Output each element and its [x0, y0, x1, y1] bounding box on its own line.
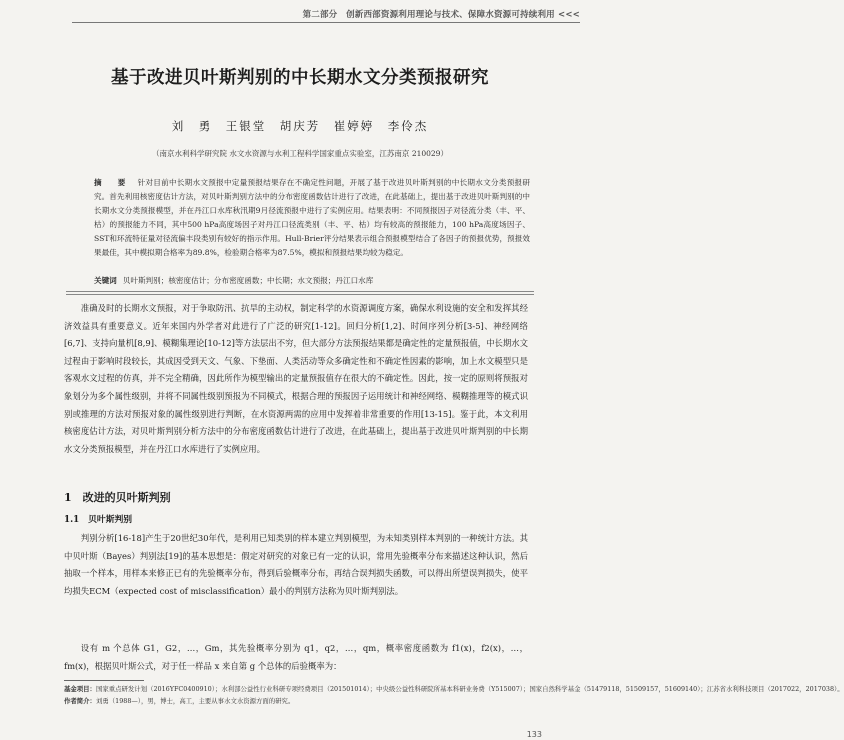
- footnotes: [64, 684, 844, 707]
- section-heading: 1 改进的贝叶斯判别: [64, 491, 171, 504]
- funding-label: 基金项目：: [64, 685, 96, 693]
- abstract-text: 针对目前中长期水文预报中定量预报结果存在不确定性问题，开展了基于改进贝叶斯判别的中长期水文分类预报研究。首先利用核密度估计方法，对贝叶斯判别方法中的分布密度函数估计进行了改进，在此基础上，提出基于改进贝叶斯判别的中长期水文分类预报模型，并在丹江口水库秋汛期9月径流预报中进行了实例应用。结果表明：不同预报因子对径流分类（丰、平、枯）的预报能力不同，其中500 hPa高度场因子对丹江口径流类别（丰、平、枯）均有较高的预报能力，100 hPa高度场因子、SST和环流特征量对径流偏丰段类别有较好的指示作用。Hull-Brier评分结果表示组合预报模型结合了各因子的预报优势，预报效果最佳，其中模拟期合格率为89.8%，检验期合格率为87.5%，模拟和预报结果均较为稳定。: [94, 178, 530, 258]
- author-bio-text: 刘勇（1988—），男，博士，高工，主要从事水文水资源方面的研究。: [95, 696, 295, 705]
- author-list: 刘 勇 王银堂 胡庆芳 崔婷婷 李伶杰: [171, 119, 429, 133]
- author-bio-label: 作者简介：: [64, 696, 96, 705]
- footnote-rule: [64, 680, 144, 681]
- separator-rule: [66, 294, 534, 295]
- page-number: 133: [526, 730, 542, 739]
- body-paragraph: 设有 m 个总体 G1，G2，…，Gm，其先验概率分别为 q1，q2，…，qm，概率密度函数为 f1(x)，f2(x)，…，fm(x)，根据贝叶斯公式，对于任一样品 x 来自第 g 个总体的后验概率为：: [64, 643, 528, 671]
- keywords-text: 贝叶斯判别；核密度估计；分布密度函数；中长期；水文预报；丹江口水库: [122, 276, 374, 285]
- abstract-label: 摘 要: [94, 178, 130, 187]
- introduction-paragraph: 准确及时的长期水文预报，对于争取防汛、抗旱的主动权，制定科学的水资源调度方案，确保水利设施的安全和发挥其经济效益具有重要意义。近年来国内外学者对此进行了广泛的研究[1-12]。回归分析[1,2]、时间序列分析[3-5]、神经网络[6,7]、支持向量机[8,9]、模糊集理论[10-12]等方法层出不穷，但大部分方法预报结果都是确定性的定量预报值，中长期水文过程由于影响时段较长，其成因受到天文、气象、下垫面、人类活动等众多确定性和不确定性因素的影响，加上水文模型只是客观水文过程的仿真，并不完全精确，因此所作为模型输出的定量预报值存在很大的不确定性。因此，按一定的原则将预报对象划分为多个属性级别，并将不同属性级别预报为不同模式，根据合理的预报因子运用统计和神经网络、模糊推理等的模式识别或推理的方法对预报对象的属性级别进行判断，在水资源两需的应用中发挥着非常重要的作用[13-15]。鉴于此，本文利用核密度估计方法，对贝叶斯判别分析方法中的分布密度函数估计进行了改进，在此基础上，提出基于改进贝叶斯判别的中长期水文分类预报模型，并在丹江口水库进行了实例应用。: [64, 303, 529, 454]
- affiliation: （南京水利科学研究院 水文水资源与水利工程科学国家重点实验室，江苏南京 210029）: [152, 149, 448, 158]
- funding-text: 国家重点研发计划（2016YFC0400910）；水利部公益性行业科研专项经费项目（201501014）；中央级公益性科研院所基本科研业务费（Y515007）；国家自然科学基金（51479118，51509157，51609140）；江苏省水利科技项目（2017022，2017038）。: [95, 685, 844, 693]
- author-footnote: [64, 696, 528, 708]
- funding-footnote: [64, 684, 844, 696]
- keywords: [94, 275, 530, 287]
- body-paragraph: 判别分析[16-18]产生于20世纪30年代，是利用已知类别的样本建立判别模型，为未知类别样本判别的一种统计方法。其中贝叶斯（Bayes）判别法[19]的基本思想是：假定对研究的对象已有一定的认识，常用先验概率分布来描述这种认识，然后抽取一个样本，用样本来修正已有的先验概率分布，得到后验概率分布，再结合误判损失函数，可以得出所望误判损失，使平均损失ECM（expected cost of misclassification）最小的判别方法称为贝叶斯判别法。: [64, 533, 528, 596]
- header-rule: [72, 22, 580, 23]
- abstract: [94, 176, 530, 276]
- separator-rule: [66, 291, 534, 292]
- running-header: 第二部分 创新西部资源利用理论与技术、保障水资源可持续利用 <<<: [302, 10, 580, 20]
- keywords-label: 关键词: [94, 276, 117, 285]
- subsection-heading: 1.1 贝叶斯判别: [64, 515, 133, 525]
- paper-title: 基于改进贝叶斯判别的中长期水文分类预报研究: [111, 68, 489, 88]
